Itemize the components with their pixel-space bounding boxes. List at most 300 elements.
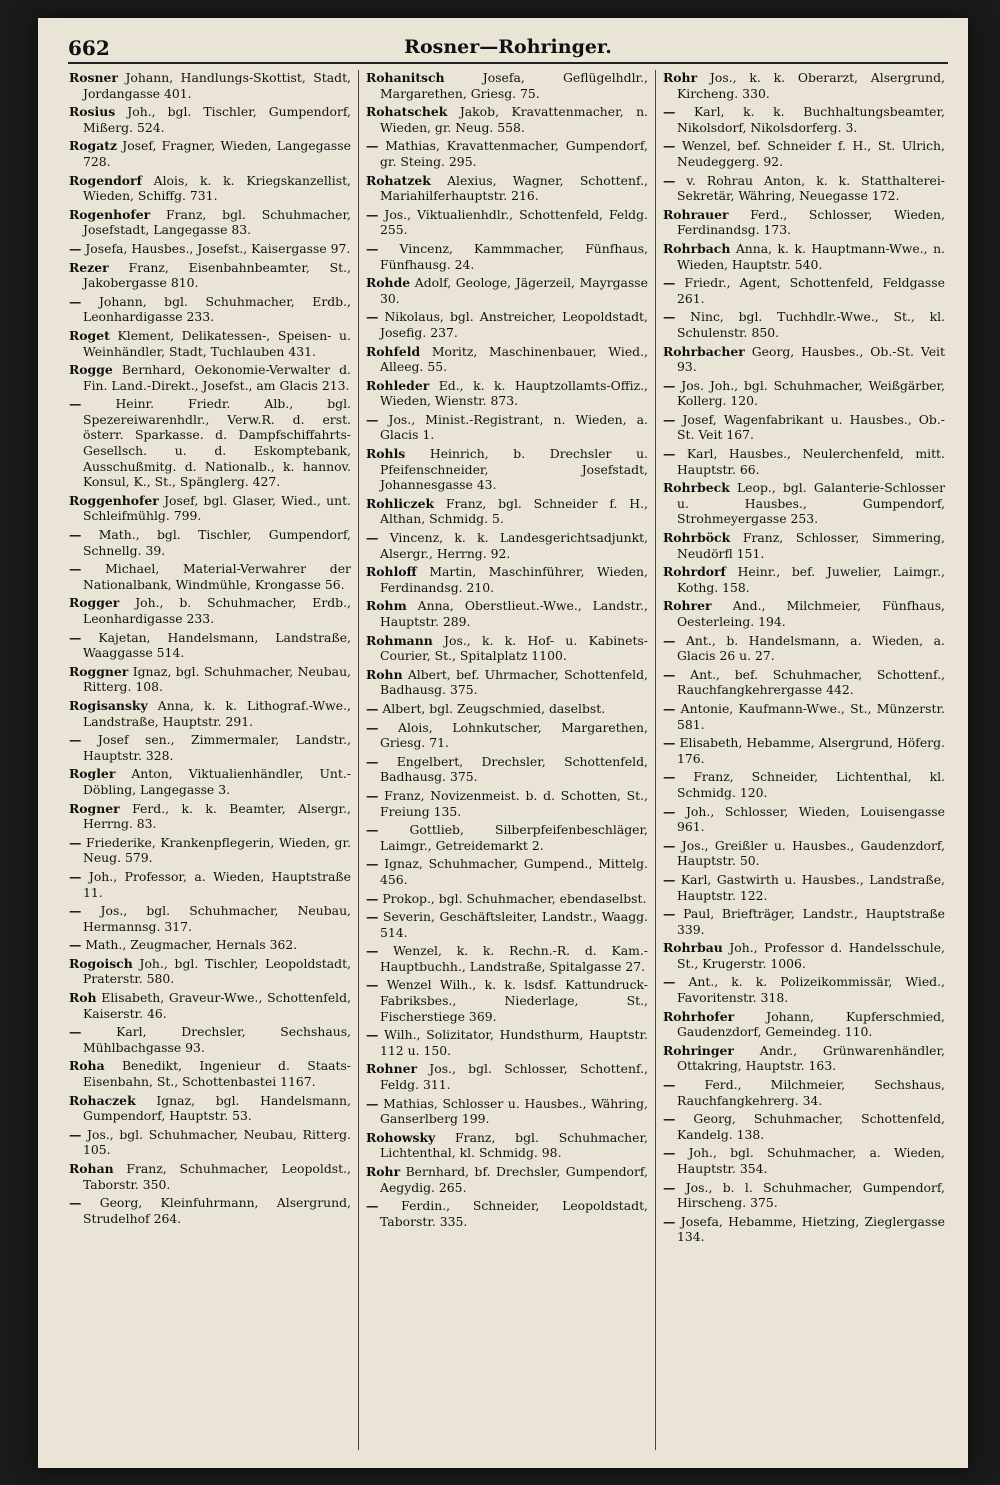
entry-details: Bernhard, bf. Drechsler, Gumpendorf, Aegydig. 265.: [380, 1164, 648, 1195]
entry-surname: —: [69, 293, 82, 309]
entry-details: Joh., Professor, a. Wieden, Hauptstraße 11.: [83, 868, 351, 900]
directory-entry: [663, 173, 945, 204]
entry-surname: Rezer: [69, 259, 109, 275]
entry-surname: Rogoisch: [69, 955, 133, 971]
entry-surname: Rogge: [69, 362, 113, 378]
directory-entry: [663, 1214, 945, 1245]
entry-surname: —: [69, 1024, 82, 1040]
entry-surname: —: [663, 1077, 676, 1093]
entry-surname: —: [69, 396, 82, 412]
entry-details: Bernhard, Oekonomie-Verwalter d. Fin. Land.-Direkt., Josefst., am Glacis 213.: [83, 362, 351, 393]
entry-details: Benedikt, Ingenieur d. Staats-Eisenbahn, St., Schottenbastei 1167.: [83, 1058, 351, 1090]
directory-entry: [366, 275, 648, 306]
entry-surname: Roha: [69, 1058, 105, 1074]
entry-surname: Roh: [69, 990, 97, 1006]
entry-details: Johann, Handlungs-Skottist, Stadt, Jordangasse 401.: [83, 70, 351, 101]
entry-details: Mathias, Kravattenmacher, Gumpendorf, gr. Steing. 295.: [380, 138, 648, 169]
directory-entry: [663, 1145, 945, 1176]
entry-surname: Rohls: [366, 446, 406, 462]
entry-details: Kajetan, Handelsmann, Landstraße, Waaggasse 514.: [83, 629, 351, 661]
directory-entry: [366, 344, 648, 375]
entry-details: Klement, Delikatessen-, Speisen- u. Weinhändler, Stadt, Tuchlauben 431.: [83, 327, 351, 359]
entry-surname: Rogler: [69, 766, 116, 782]
entry-details: Gottlieb, Silberpfeifenbeschläger, Laimgr., Getreidemarkt 2.: [380, 822, 648, 853]
directory-entry: [366, 1164, 648, 1195]
directory-entry: [663, 633, 945, 664]
entry-details: Anna, Oberstlieut.-Wwe., Landstr., Hauptstr. 289.: [380, 598, 648, 629]
entry-surname: —: [663, 735, 676, 751]
directory-entry: [69, 766, 351, 797]
entry-surname: Rohner: [366, 1061, 417, 1077]
entry-surname: —: [663, 1213, 676, 1229]
entry-details: Ferd., Schlosser, Wieden, Ferdinandsg. 173.: [677, 206, 945, 238]
entry-surname: —: [69, 1126, 82, 1142]
page-number: 662: [68, 36, 110, 60]
directory-entry: [69, 527, 351, 558]
directory-entry: [366, 788, 648, 819]
entry-details: Jos., k. k. Oberarzt, Alsergrund, Kircheng. 330.: [677, 70, 945, 101]
entry-details: Joh., b. Schuhmacher, Erdb., Leonhardigasse 233.: [83, 595, 351, 626]
entry-surname: —: [366, 822, 379, 838]
directory-entry: [366, 1027, 648, 1058]
entry-surname: —: [663, 769, 676, 785]
entry-surname: —: [366, 719, 379, 735]
entry-surname: Rohn: [366, 666, 403, 682]
directory-entry: [366, 564, 648, 595]
entry-details: Franz, bgl. Schuhmacher, Lichtenthal, kl. Schmidg. 98.: [380, 1129, 648, 1161]
entry-details: Math., Zeugmacher, Hernals 362.: [85, 937, 298, 953]
entry-details: Karl, Gastwirth u. Hausbes., Landstraße, Hauptstr. 122.: [677, 871, 945, 903]
entry-details: Josefa, Geflügelhdlr., Margarethen, Griesg. 75.: [380, 70, 648, 101]
entry-details: Albert, bgl. Zeugschmied, daselbst.: [382, 700, 606, 716]
entry-surname: Rogenhofer: [69, 206, 151, 222]
entry-surname: —: [663, 446, 676, 462]
entry-details: Josef, Wagenfabrikant u. Hausbes., Ob.-St. Veit 167.: [677, 411, 945, 443]
entry-details: Georg, Hausbes., Ob.-St. Veit 93.: [677, 343, 945, 375]
entry-details: Moritz, Maschinenbauer, Wied., Alleeg. 55.: [380, 343, 648, 375]
entry-surname: Roget: [69, 327, 110, 343]
entry-surname: —: [69, 527, 82, 543]
directory-entry: [663, 309, 945, 340]
entry-surname: Rogner: [69, 800, 120, 816]
entry-surname: —: [663, 666, 676, 682]
entry-details: Andr., Grünwarenhändler, Ottakring, Hauptstr. 163.: [677, 1042, 945, 1074]
entry-details: Anton, Viktualienhändler, Unt.-Döbling, Langegasse 3.: [83, 766, 351, 797]
entry-details: Ferdin., Schneider, Leopoldstadt, Taborstr. 335.: [380, 1198, 648, 1229]
directory-entry: [366, 241, 648, 272]
directory-entry: [69, 396, 351, 490]
directory-entry: [69, 835, 351, 866]
directory-entry: [663, 412, 945, 443]
entry-details: Friedr., Agent, Schottenfeld, Feldgasse 261.: [677, 275, 945, 306]
entry-surname: Rogendorf: [69, 172, 142, 188]
directory-entry: [663, 70, 945, 101]
entry-surname: —: [366, 1198, 379, 1214]
directory-entry: [366, 822, 648, 853]
entry-surname: Rohrdorf: [663, 564, 726, 580]
directory-entry: [69, 1093, 351, 1124]
entry-details: Vincenz, Kammmacher, Fünfhaus, Fünfhausg. 24.: [380, 240, 648, 272]
entry-surname: —: [366, 138, 379, 154]
directory-entry: [663, 241, 945, 272]
entry-details: Wilh., Solizitator, Hundsthurm, Hauptstr. 112 u. 150.: [380, 1027, 648, 1058]
entry-details: Georg, Kleinfuhrmann, Alsergrund, Strudelhof 264.: [83, 1195, 351, 1226]
entry-surname: —: [663, 377, 676, 393]
directory-entry: [663, 104, 945, 135]
entry-details: Heinr. Friedr. Alb., bgl. Spezereiwarenhdlr., Verw.R. d. erst. österr. Sparkasse. d. Dampfschiffahrts-Gesellsch. u. d. Eskomptebank, Ausschußmitg. d. Nationalb., k. hannov. Konsul, K., St., Spänglerg. 427.: [83, 396, 351, 490]
entry-details: Albert, bef. Uhrmacher, Schottenfeld, Badhausg. 375.: [380, 666, 648, 698]
entry-details: Franz, Schuhmacher, Leopoldst., Taborstr. 350.: [83, 1161, 351, 1192]
directory-entry: [663, 275, 945, 306]
entry-surname: —: [663, 1179, 676, 1195]
directory-entry: [69, 903, 351, 934]
directory-entry: [69, 260, 351, 291]
entry-surname: —: [663, 974, 676, 990]
entry-surname: Rohmann: [366, 632, 433, 648]
entry-details: Antonie, Kaufmann-Wwe., St., Münzerstr. 581.: [677, 700, 945, 732]
entry-details: Joh., Professor d. Handelsschule, St., Krugerstr. 1006.: [677, 940, 945, 971]
directory-entry: [366, 1198, 648, 1229]
entry-details: Franz, Eisenbahnbeamter, St., Jakobergasse 810.: [83, 259, 351, 291]
entry-surname: —: [663, 632, 676, 648]
entry-details: Elisabeth, Hebamme, Alsergrund, Höferg. 176.: [677, 735, 945, 766]
directory-entry: [663, 530, 945, 561]
directory-entry: [663, 701, 945, 732]
entry-surname: —: [69, 240, 82, 256]
entry-details: Georg, Schuhmacher, Schottenfeld, Kandelg. 138.: [677, 1111, 945, 1142]
entry-details: Franz, Novizenmeist. b. d. Schotten, St., Freiung 135.: [380, 787, 648, 819]
entry-details: Josef, Fragner, Wieden, Langegasse 728.: [83, 138, 351, 169]
entry-surname: Rohaczek: [69, 1092, 136, 1108]
entry-surname: Rohrböck: [663, 530, 731, 546]
directory-entry: [69, 801, 351, 832]
directory-entry: [663, 769, 945, 800]
directory-entry: [663, 378, 945, 409]
directory-entry: [663, 480, 945, 527]
directory-entry: [663, 598, 945, 629]
directory-entry: [69, 104, 351, 135]
directory-entry: [69, 1195, 351, 1226]
entry-surname: Rohr: [366, 1164, 401, 1179]
directory-entry: [366, 633, 648, 664]
column-2: [358, 70, 655, 1450]
entry-surname: —: [663, 803, 676, 819]
directory-entry: [663, 974, 945, 1005]
directory-entry: [366, 496, 648, 527]
entry-details: Jos., Greißler u. Hausbes., Gaudenzdorf, Hauptstr. 50.: [677, 837, 945, 869]
entry-details: Wenzel, bef. Schneider f. H., St. Ulrich, Neudeggerg. 92.: [677, 138, 945, 169]
entry-details: Jos., bgl. Schuhmacher, Neubau, Hermannsg. 317.: [83, 903, 351, 934]
directory-entry: [663, 804, 945, 835]
directory-entry: [663, 138, 945, 169]
entry-details: Josef, bgl. Glaser, Wied., unt. Schleifmühlg. 799.: [83, 492, 351, 524]
column-1: [62, 70, 358, 1450]
entry-details: Karl, k. k. Buchhaltungsbeamter, Nikolsdorf, Nikolsdorferg. 3.: [677, 104, 945, 135]
entry-details: Alois, Lohnkutscher, Margarethen, Griesg. 71.: [380, 719, 648, 751]
entry-surname: Rohrbach: [663, 240, 731, 256]
entry-details: Jos. Joh., bgl. Schuhmacher, Weißgärber, Kollerg. 120.: [677, 377, 945, 409]
entry-surname: Rohanitsch: [366, 70, 445, 85]
directory-entry: [366, 754, 648, 785]
directory-entry: [366, 530, 648, 561]
entry-details: And., Milchmeier, Fünfhaus, Oesterleing. 194.: [677, 598, 945, 629]
entry-surname: —: [366, 206, 379, 222]
entry-details: Anna, k. k. Lithograf.-Wwe., Landstraße, Hauptstr. 291.: [83, 697, 351, 729]
directory-entry: [366, 173, 648, 204]
entry-surname: —: [366, 753, 379, 769]
entry-surname: —: [69, 868, 82, 884]
entry-surname: Rogatz: [69, 138, 118, 154]
entry-surname: —: [663, 275, 676, 291]
entry-details: Prokop., bgl. Schuhmacher, ebendaselbst.: [382, 890, 647, 906]
directory-entry: [366, 70, 648, 101]
directory-entry: [69, 956, 351, 987]
directory-entry: [366, 412, 648, 443]
entry-details: Karl, Drechsler, Sechshaus, Mühlbachgasse 93.: [83, 1024, 351, 1055]
directory-entry: [69, 362, 351, 393]
entry-details: Karl, Hausbes., Neulerchenfeld, mitt. Hauptstr. 66.: [677, 446, 945, 477]
entry-surname: Roggenhofer: [69, 492, 159, 508]
directory-entry: [69, 138, 351, 169]
entry-surname: —: [663, 138, 676, 154]
entry-details: Ant., k. k. Polizeikommissär, Wied., Favoritenstr. 318.: [677, 974, 945, 1006]
entry-surname: Rohm: [366, 598, 407, 614]
entry-surname: Rohrbeck: [663, 480, 730, 496]
entry-surname: —: [69, 1195, 82, 1211]
directory-entry: [663, 1077, 945, 1108]
directory-page: [38, 18, 968, 1468]
entry-details: Friederike, Krankenpflegerin, Wieden, gr. Neug. 579.: [83, 834, 351, 866]
directory-entry: [366, 1130, 648, 1161]
entry-surname: —: [366, 890, 379, 906]
directory-entry: [69, 937, 351, 953]
directory-entry: [663, 344, 945, 375]
entry-surname: —: [663, 411, 676, 427]
entry-details: Ferd., Milchmeier, Sechshaus, Rauchfangkehrerg. 34.: [677, 1077, 945, 1108]
entry-details: Josefa, Hebamme, Hietzing, Zieglergasse 134.: [677, 1213, 945, 1245]
entry-details: Math., bgl. Tischler, Gumpendorf, Schnellg. 39.: [83, 527, 351, 558]
directory-entry: [69, 664, 351, 695]
directory-entry: [366, 943, 648, 974]
entry-details: Ignaz, bgl. Schuhmacher, Neubau, Ritterg. 108.: [83, 663, 351, 695]
directory-entry: [663, 940, 945, 971]
entry-details: Jos., bgl. Schlosser, Schottenf., Feldg. 311.: [380, 1061, 648, 1093]
entry-surname: —: [366, 700, 379, 716]
entry-surname: —: [663, 172, 676, 188]
entry-details: Alexius, Wagner, Schottenf., Mariahilferhauptstr. 216.: [380, 172, 648, 204]
entry-details: Elisabeth, Graveur-Wwe., Schottenfeld, Kaiserstr. 46.: [83, 990, 351, 1021]
directory-entry: [69, 698, 351, 729]
entry-surname: —: [366, 977, 379, 993]
entry-details: Ninc, bgl. Tuchhdlr.-Wwe., St., kl. Schulenstr. 850.: [677, 309, 945, 340]
directory-entry: [366, 1061, 648, 1092]
directory-entry: [69, 328, 351, 359]
entry-details: Jos., bgl. Schuhmacher, Neubau, Ritterg. 105.: [83, 1126, 351, 1158]
directory-entry: [366, 207, 648, 238]
entry-details: Johann, Kupferschmied, Gaudenzdorf, Gemeindeg. 110.: [677, 1008, 945, 1040]
entry-details: Josef sen., Zimmermaler, Landstr., Hauptstr. 328.: [83, 732, 351, 763]
entry-details: Johann, bgl. Schuhmacher, Erdb., Leonhardigasse 233.: [83, 293, 351, 325]
entry-surname: Rohfeld: [366, 343, 421, 359]
entry-surname: Rosner: [69, 70, 118, 85]
directory-entry: [69, 173, 351, 204]
directory-entry: [366, 856, 648, 887]
entry-surname: —: [663, 700, 676, 716]
entry-details: Alois, k. k. Kriegskanzellist, Wieden, Schiffg. 731.: [83, 172, 351, 204]
entry-details: Jos., Viktualienhdlr., Schottenfeld, Feldg. 255.: [380, 206, 648, 238]
entry-surname: Rohrbacher: [663, 343, 745, 359]
entry-surname: —: [366, 530, 379, 546]
entry-surname: —: [366, 943, 379, 959]
directory-entry: [663, 1043, 945, 1074]
entry-surname: Rohrauer: [663, 206, 729, 222]
directory-entry: [69, 241, 351, 257]
directory-entry: [663, 906, 945, 937]
entry-details: Jakob, Kravattenmacher, n. Wieden, gr. Neug. 558.: [380, 104, 648, 135]
entry-surname: Rohloff: [366, 564, 417, 580]
entry-surname: Rogger: [69, 595, 120, 611]
entry-surname: —: [663, 837, 676, 853]
directory-entry: [366, 720, 648, 751]
running-head: Rosner—Rohringer.: [404, 36, 612, 58]
entry-details: Jos., k. k. Hof- u. Kabinets-Courier, St., Spitalplatz 1100.: [380, 632, 648, 664]
entry-details: Ed., k. k. Hauptzollamts-Offiz., Wieden, Wienstr. 873.: [380, 377, 648, 409]
entry-details: Joh., bgl. Tischler, Leopoldstadt, Praterstr. 580.: [83, 955, 351, 987]
directory-entry: [69, 70, 351, 101]
entry-surname: Rohr: [663, 70, 698, 85]
directory-entry: [366, 667, 648, 698]
directory-entry: [366, 309, 648, 340]
entry-surname: —: [366, 411, 379, 427]
entry-details: Franz, bgl. Schneider f. H., Althan, Schmidg. 5.: [380, 495, 648, 527]
entry-details: Ferd., k. k. Beamter, Alsergr., Herrng. 83.: [83, 800, 351, 832]
directory-entry: [366, 446, 648, 493]
entry-details: Anna, k. k. Hauptmann-Wwe., n. Wieden, Hauptstr. 540.: [677, 240, 945, 272]
entry-details: Vincenz, k. k. Landesgerichtsadjunkt, Alsergr., Herrng. 92.: [380, 530, 648, 561]
entry-surname: —: [663, 1111, 676, 1127]
entry-details: Paul, Briefträger, Landstr., Hauptstraße 339.: [677, 906, 945, 937]
directory-entry: [663, 735, 945, 766]
column-3: [655, 70, 952, 1450]
entry-surname: Rohatzek: [366, 172, 431, 188]
entry-details: Ignaz, Schuhmacher, Gumpend., Mittelg. 456.: [380, 856, 648, 887]
entry-surname: Rosius: [69, 104, 116, 120]
entry-surname: Rohrbau: [663, 940, 723, 956]
entry-surname: —: [366, 1027, 379, 1043]
directory-entry: [69, 630, 351, 661]
entry-details: v. Rohrau Anton, k. k. Statthalterei-Sekretär, Währing, Neuegasse 172.: [677, 172, 945, 204]
entry-surname: Rohde: [366, 275, 411, 291]
directory-entry: [663, 1180, 945, 1211]
directory-entry: [366, 977, 648, 1024]
directory-entry: [69, 1161, 351, 1192]
entry-details: Heinr., bef. Juwelier, Laimgr., Kothg. 158.: [677, 564, 945, 595]
directory-entry: [69, 493, 351, 524]
entry-surname: —: [663, 309, 676, 325]
directory-entry: [366, 138, 648, 169]
entry-details: Ant., bef. Schuhmacher, Schottenf., Rauchfangkehrergasse 442.: [677, 666, 945, 698]
entry-surname: Rohan: [69, 1161, 114, 1176]
directory-entry: [69, 207, 351, 238]
directory-entry: [663, 1111, 945, 1142]
entry-details: Jos., b. l. Schuhmacher, Gumpendorf, Hirscheng. 375.: [677, 1179, 945, 1211]
entry-surname: —: [69, 561, 82, 577]
directory-entry: [69, 1058, 351, 1089]
directory-columns: [62, 70, 952, 1450]
directory-entry: [366, 701, 648, 717]
entry-details: Severin, Geschäftsleiter, Landstr., Waagg. 514.: [380, 909, 648, 940]
entry-surname: —: [69, 937, 82, 953]
entry-surname: —: [663, 871, 676, 887]
entry-details: Mathias, Schlosser u. Hausbes., Währing, Ganserlberg 199.: [380, 1095, 648, 1127]
directory-entry: [366, 891, 648, 907]
entry-surname: —: [366, 787, 379, 803]
entry-details: Franz, Schneider, Lichtenthal, kl. Schmidg. 120.: [677, 769, 945, 800]
entry-surname: —: [366, 1095, 379, 1111]
directory-entry: [366, 909, 648, 940]
entry-surname: —: [69, 903, 82, 919]
entry-surname: Rohleder: [366, 377, 430, 393]
entry-surname: Rogisansky: [69, 697, 148, 713]
directory-entry: [69, 595, 351, 626]
entry-details: Adolf, Geologe, Jägerzeil, Mayrgasse 30.: [380, 275, 648, 306]
entry-details: Franz, Schlosser, Simmering, Neudörfl 151.: [677, 530, 945, 561]
entry-details: Franz, bgl. Schuhmacher, Josefstadt, Langegasse 83.: [83, 206, 351, 238]
entry-surname: —: [69, 732, 82, 748]
entry-surname: Rohliczek: [366, 495, 435, 511]
entry-surname: Rohatschek: [366, 104, 448, 120]
directory-entry: [69, 1127, 351, 1158]
entry-surname: —: [663, 104, 676, 120]
directory-entry: [69, 990, 351, 1021]
entry-details: Joh., bgl. Schuhmacher, a. Wieden, Hauptstr. 354.: [677, 1145, 945, 1176]
entry-details: Joh., bgl. Tischler, Gumpendorf, Mißerg. 524.: [83, 104, 351, 135]
entry-details: Heinrich, b. Drechsler u. Pfeifenschneider, Josefstadt, Johannesgasse 43.: [380, 446, 648, 493]
directory-entry: [663, 564, 945, 595]
entry-details: Ant., b. Handelsmann, a. Wieden, a. Glacis 26 u. 27.: [677, 632, 945, 664]
entry-details: Joh., Schlosser, Wieden, Louisengasse 961.: [677, 803, 945, 835]
entry-surname: Rohowsky: [366, 1129, 436, 1145]
entry-surname: —: [366, 909, 379, 925]
entry-details: Wenzel, k. k. Rechn.-R. d. Kam.-Hauptbuchh., Landstraße, Spitalgasse 27.: [380, 943, 648, 974]
page-header: [68, 32, 948, 64]
directory-entry: [663, 667, 945, 698]
directory-entry: [69, 561, 351, 592]
directory-entry: [69, 294, 351, 325]
directory-entry: [663, 838, 945, 869]
entry-details: Martin, Maschinführer, Wieden, Ferdinandsg. 210.: [380, 564, 648, 595]
entry-surname: Rohrer: [663, 598, 712, 614]
directory-entry: [69, 732, 351, 763]
entry-surname: Rohringer: [663, 1042, 734, 1058]
directory-entry: [663, 1009, 945, 1040]
directory-entry: [663, 207, 945, 238]
entry-surname: Rohrhofer: [663, 1008, 735, 1024]
entry-surname: —: [663, 906, 676, 922]
entry-details: Michael, Material-Verwahrer der Nationalbank, Windmühle, Krongasse 56.: [83, 561, 351, 592]
entry-details: Jos., Minist.-Registrant, n. Wieden, a. Glacis 1.: [380, 411, 648, 443]
directory-entry: [69, 869, 351, 900]
entry-surname: —: [366, 240, 379, 256]
entry-details: Josefa, Hausbes., Josefst., Kaisergasse 97.: [85, 240, 351, 256]
entry-surname: —: [366, 309, 379, 325]
entry-surname: —: [69, 834, 82, 850]
entry-surname: Roggner: [69, 663, 129, 679]
entry-details: Engelbert, Drechsler, Schottenfeld, Badhausg. 375.: [380, 753, 648, 785]
directory-entry: [366, 104, 648, 135]
directory-entry: [663, 446, 945, 477]
entry-surname: —: [69, 629, 82, 645]
